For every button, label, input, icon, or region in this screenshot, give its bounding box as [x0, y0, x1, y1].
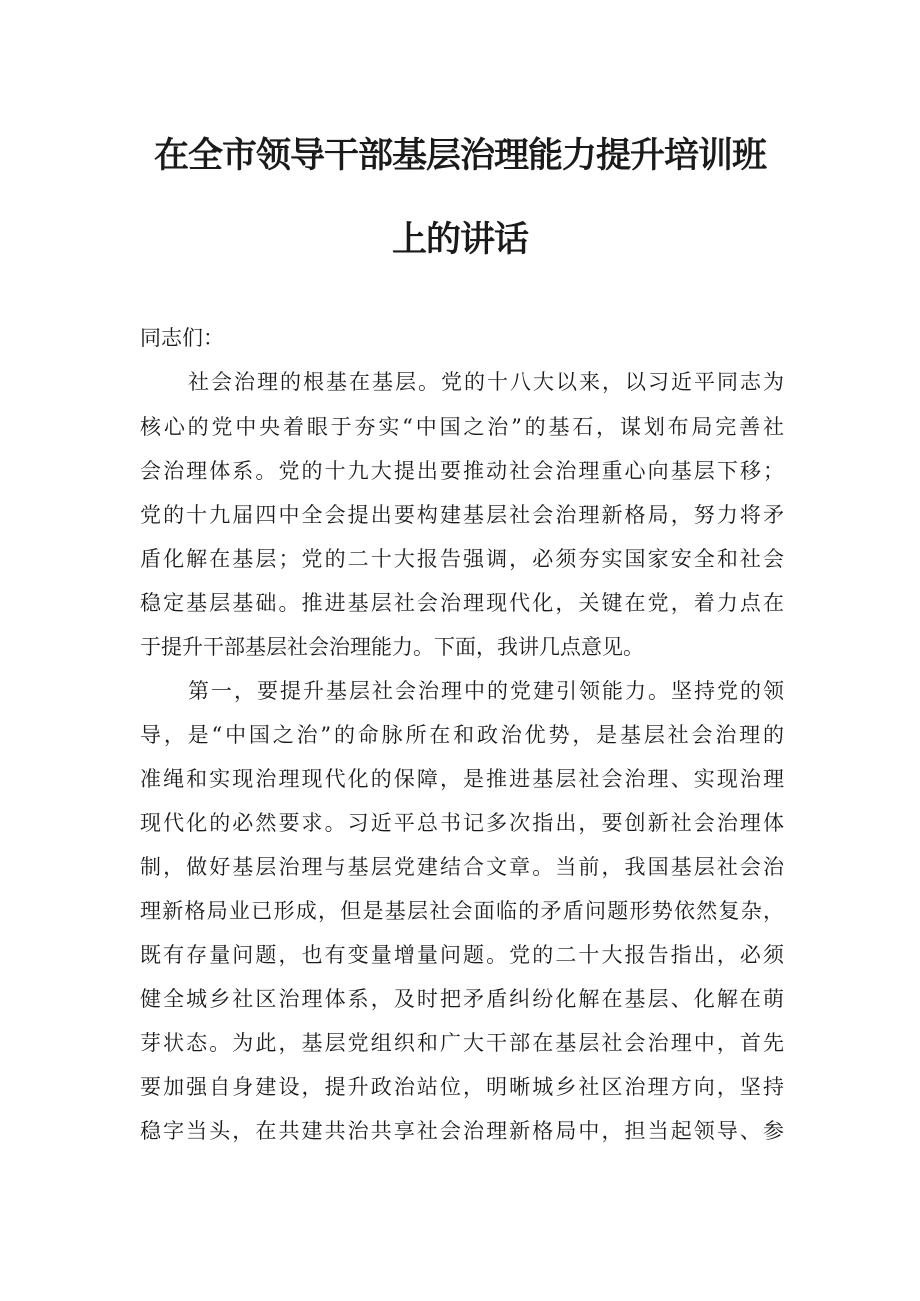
body-line: 会治理体系。党的十九大提出要推动社会治理重心向基层下移； — [140, 459, 784, 483]
document-title-line-2: 上的讲话 — [391, 220, 528, 260]
body-line: 社会治理的根基在基层。党的十八大以来，以习近平同志为 — [188, 370, 784, 394]
body-line: 核心的党中央着眼于夯实“中国之治”的基石，谋划布局完善社 — [140, 415, 784, 439]
body-line: 理新格局业已形成，但是基层社会面临的矛盾问题形势依然复杂， — [140, 899, 784, 923]
body-line: 于提升干部基层社会治理能力。下面，我讲几点意见。 — [140, 635, 644, 659]
body-line: 稳字当头，在共建共治共享社会治理新格局中，担当起领导、参 — [140, 1119, 784, 1143]
body-line: 要加强自身建设，提升政治站位，明晰城乡社区治理方向，坚持 — [140, 1075, 784, 1099]
body-line: 现代化的必然要求。习近平总书记多次指出，要创新社会治理体 — [140, 811, 784, 835]
body-line: 芽状态。为此，基层党组织和广大干部在基层社会治理中，首先 — [140, 1031, 784, 1055]
body-line: 稳定基层基础。推进基层社会治理现代化，关键在党，着力点在 — [140, 591, 784, 615]
body-line: 党的十九届四中全会提出要构建基层社会治理新格局，努力将矛 — [140, 503, 784, 527]
body-line: 制，做好基层治理与基层党建结合文章。当前，我国基层社会治 — [140, 855, 784, 879]
body-line: 导，是“中国之治”的命脉所在和政治优势，是基层社会治理的 — [140, 723, 784, 747]
document-title-line-1: 在全市领导干部基层治理能力提升培训班 — [153, 136, 766, 176]
body-line: 既有存量问题，也有变量增量问题。党的二十大报告指出，必须 — [140, 943, 784, 967]
body-line: 健全城乡社区治理体系，及时把矛盾纠纷化解在基层、化解在萌 — [140, 987, 784, 1011]
body-line: 盾化解在基层；党的二十大报告强调，必须夯实国家安全和社会 — [140, 547, 784, 571]
body-line: 准绳和实现治理现代化的保障，是推进基层社会治理、实现治理 — [140, 767, 784, 791]
salutation: 同志们： — [140, 326, 224, 350]
body-line: 第一，要提升基层社会治理中的党建引领能力。坚持党的领 — [188, 679, 784, 703]
